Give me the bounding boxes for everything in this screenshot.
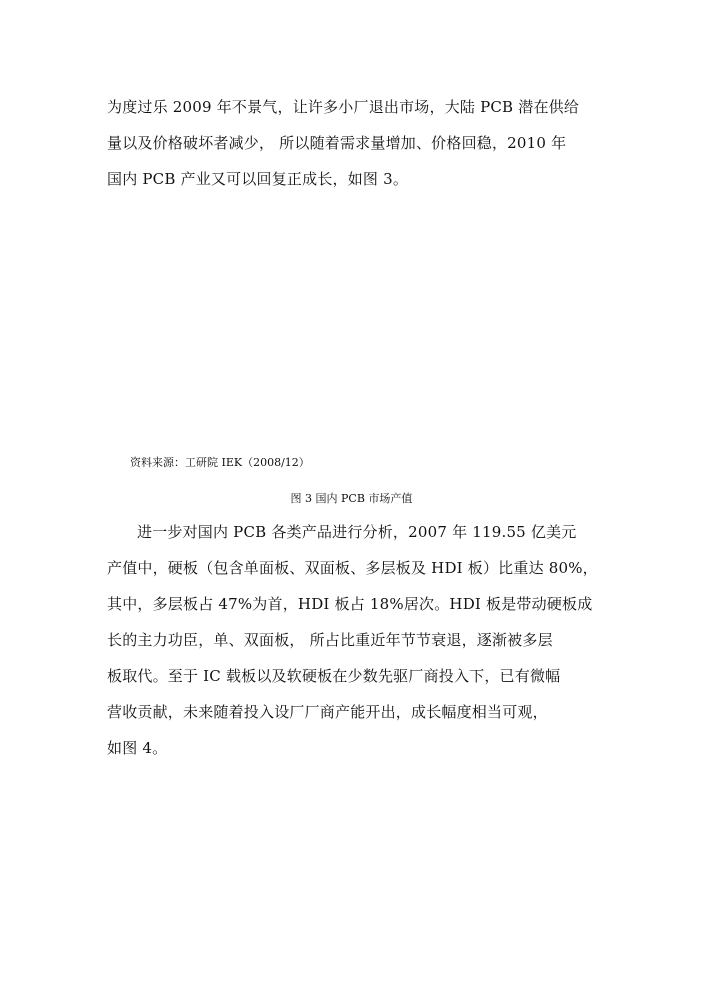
paragraph-1-line-3: 国内 PCB 产业又可以回复正成长，如图 3。 (107, 170, 409, 188)
paragraph-2-line-2: 产值中，硬板（包含单面板、双面板、多层板及 HDI 板）比重达 80%， (107, 559, 598, 577)
figure-3-caption: 图 3 国内 PCB 市场产值 (290, 492, 413, 505)
paragraph-2-line-5: 板取代。至于 IC 载板以及软硬板在少数先驱厂商投入下，已有微幅 (107, 667, 561, 685)
paragraph-2-line-4: 长的主力功臣，单、双面板， 所占比重近年节节衰退，逐渐被多层 (107, 631, 553, 649)
paragraph-2-line-1: 进一步对国内 PCB 各类产品进行分析，2007 年 119.55 亿美元 (137, 523, 577, 541)
paragraph-2-line-3: 其中，多层板占 47%为首，HDI 板占 18%居次。HDI 板是带动硬板成 (107, 595, 593, 613)
figure-3-blank-area (107, 200, 597, 440)
paragraph-2-line-7: 如图 4。 (107, 739, 168, 757)
paragraph-1-line-1: 为度过乐 2009 年不景气，让许多小厂退出市场，大陆 PCB 潜在供给 (107, 98, 580, 116)
figure-3-source-note: 资料来源：工研院 IEK（2008/12） (130, 456, 310, 469)
paragraph-2-line-6: 营收贡献，未来随着投入设厂厂商产能开出，成长幅度相当可观， (107, 703, 548, 721)
paragraph-1-line-2: 量以及价格破坏者减少， 所以随着需求量增加、价格回稳，2010 年 (107, 134, 567, 152)
